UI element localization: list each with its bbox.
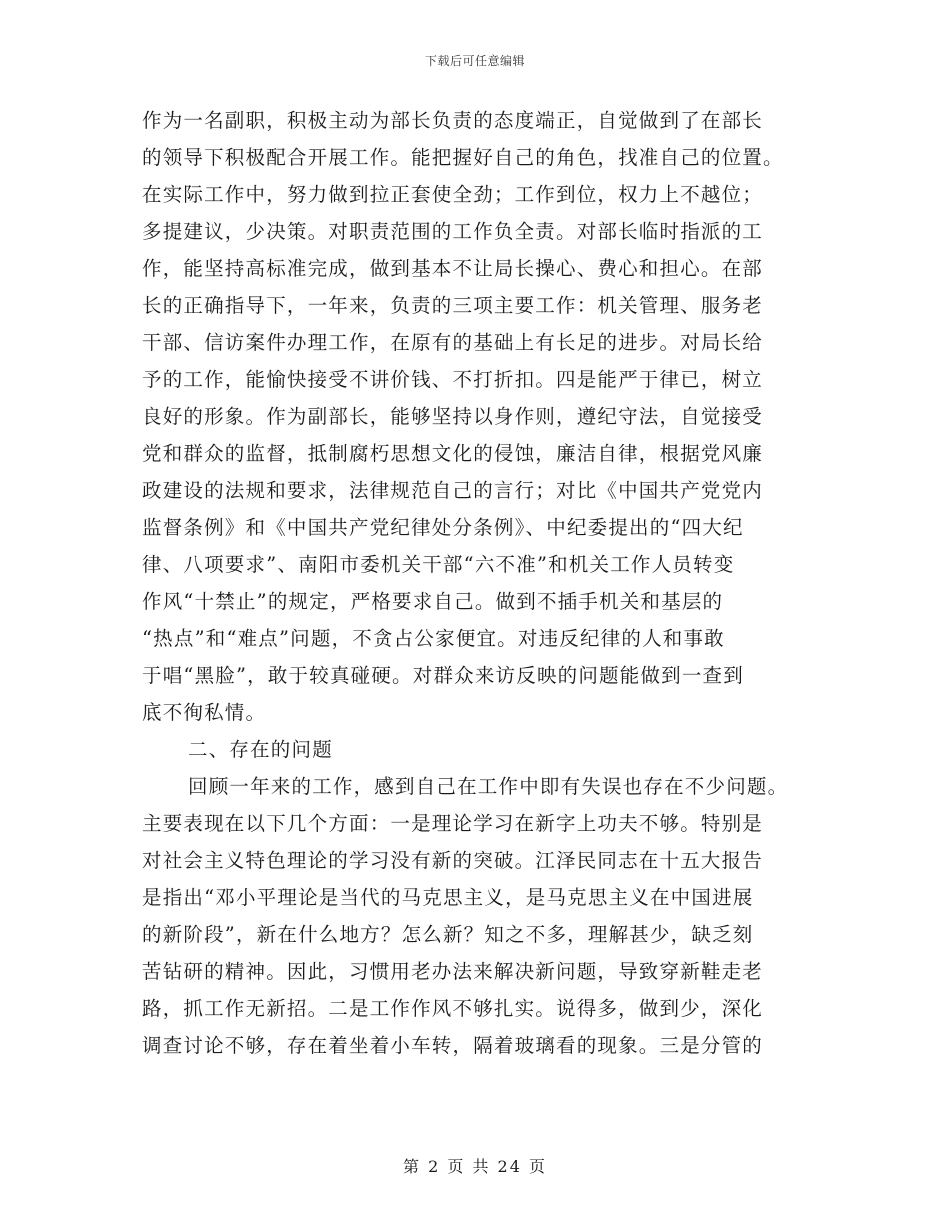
text-line-23: 的新阶段”，新在什么地方？怎么新？知之不多，理解甚少，缺乏刻 xyxy=(142,923,754,946)
text-line-12: 监督条例》和《中国共产党纪律处分条例》、中纪委提出的“四大纪 xyxy=(142,516,744,539)
document-body xyxy=(142,102,812,1064)
text-line-15: “热点”和“难点”问题，不贪占公家便宜。对违反纪律的人和事敢 xyxy=(142,627,725,650)
text-line-4: 多提建议，少决策。对职责范围的工作负全责。对部长临时指派的工 xyxy=(142,220,764,243)
text-line-13: 律、八项要求”、南阳市委机关干部“六不准”和机关工作人员转变 xyxy=(142,553,735,576)
text-line-10: 党和群众的监督，抵制腐朽思想文化的侵蚀，廉洁自律，根据党风廉 xyxy=(142,442,764,465)
page-header: 下载后可任意编辑 xyxy=(424,54,525,68)
text-line-6: 长的正确指导下，一年来，负责的三项主要工作：机关管理、服务老 xyxy=(142,294,764,317)
section-heading: 二、存在的问题 xyxy=(188,738,333,761)
text-line-26: 调查讨论不够，存在着坐着小车转，隔着玻璃看的现象。三是分管的 xyxy=(142,1034,764,1057)
text-line-5: 作，能坚持高标准完成，做到基本不让局长操心、费心和担心。在部 xyxy=(142,257,764,280)
text-line-3: 在实际工作中，努力做到拉正套使全劲；工作到位，权力上不越位； xyxy=(142,183,764,206)
text-line-2: 的领导下积极配合开展工作。能把握好自己的角色，找准自己的位置。 xyxy=(142,146,784,169)
text-line-21: 对社会主义特色理论的学习没有新的突破。江泽民同志在十五大报告 xyxy=(142,849,764,872)
text-line-19: 回顾一年来的工作，感到自己在工作中即有失误也存在不少问题。 xyxy=(188,775,789,798)
text-line-11: 政建设的法规和要求，法律规范自己的言行；对比《中国共产党党内 xyxy=(142,479,764,502)
text-line-16: 于唱“黑脸”，敢于较真碰硬。对群众来访反映的问题能做到一查到 xyxy=(142,664,744,687)
text-line-8: 予的工作，能愉快接受不讲价钱、不打折扣。四是能严于律已，树立 xyxy=(142,368,764,391)
text-line-20: 主要表现在以下几个方面：一是理论学习在新字上功夫不够。特别是 xyxy=(142,812,764,835)
text-line-1: 作为一名副职，积极主动为部长负责的态度端正，自觉做到了在部长 xyxy=(142,109,764,132)
page-footer: 第 2 页 共 24 页 xyxy=(403,1157,547,1176)
text-line-22: 是指出“邓小平理论是当代的马克思主义，是马克思主义在中国进展 xyxy=(142,886,754,909)
text-line-7: 干部、信访案件办理工作，在原有的基础上有长足的进步。对局长给 xyxy=(142,331,764,354)
text-line-25: 路，抓工作无新招。二是工作作风不够扎实。说得多，做到少，深化 xyxy=(142,997,764,1020)
text-line-9: 良好的形象。作为副部长，能够坚持以身作则，遵纪守法，自觉接受 xyxy=(142,405,764,428)
text-line-17: 底不徇私情。 xyxy=(142,701,267,724)
text-line-24: 苦钻研的精神。因此，习惯用老办法来解决新问题，导致穿新鞋走老 xyxy=(142,960,764,983)
text-line-14: 作风“十禁止”的规定，严格要求自己。做到不插手机关和基层的 xyxy=(142,590,724,613)
